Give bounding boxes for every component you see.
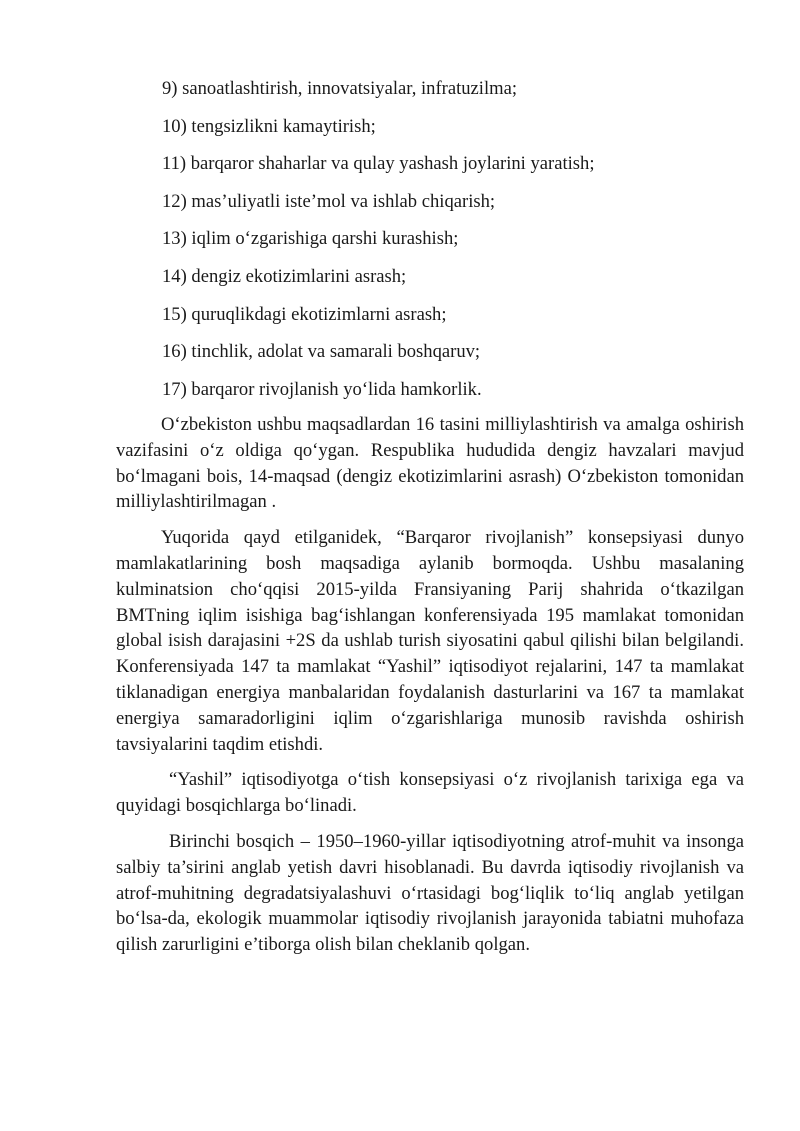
paragraph: Yuqorida qayd etilganidek, “Barqaror rivojlanish” konsepsiyasi dunyo mamlakatlarining bosh maqsadiga aylanib bormoqda. Ushbu masalaning kulminatsion cho‘qqisi 2015-yilda Fransiyaning Parij shahrida o‘tkazilgan BMTning iqlim isishiga bag‘ishlangan konferensiyada 195 mamlakat tomonidan global isish darajasini +2S da ushlab turish siyosatini qabul qilishi bilan belgilandi. Konferensiyada 147 ta mamlakat “Yashil” iqtisodiyot rejalarini, 147 ta mamlakat tiklanadigan energiya manbalaridan foydalanish dasturlarini va 167 ta mamlakat energiya samaradorligini iqlim o‘zgarishlariga munosib ravishda oshirish tavsiyalarini taqdim etishdi. xyxy=(116,527,744,755)
list-item: 10) tengsizlikni kamaytirish; xyxy=(162,115,376,137)
list-item: 16) tinchlik, adolat va samarali boshqaruv; xyxy=(162,341,481,363)
body-text xyxy=(116,412,744,958)
list-item: 11) barqaror shaharlar va qulay yashash joylarini yaratish; xyxy=(162,153,595,175)
list-item: 17) barqaror rivojlanish yo‘lida hamkorlik. xyxy=(162,378,482,400)
list-item: 15) quruqlikdagi ekotizimlarni asrash; xyxy=(162,303,447,325)
list-item: 14) dengiz ekotizimlarini asrash; xyxy=(162,265,407,287)
list-item: 12) mas’uliyatli iste’mol va ishlab chiqarish; xyxy=(162,190,496,212)
paragraph: Birinchi bosqich – 1950–1960-yillar iqtisodiyotning atrof-muhit va insonga salbiy ta’sirini anglab yetish davri hisoblanadi. Bu davrda iqtisodiy rivojlanish va atrof-muhitning degradatsiyalashuvi o‘rtasidagi bog‘liqlik to‘liq anglab yetilgan bo‘lsa-da, ekologik muammolar iqtisodiy rivojlanish jarayonida tabiatni muhofaza qilish zarurligini e’tiborga olish bilan cheklanib qolgan. xyxy=(116,830,744,956)
paragraph: “Yashil” iqtisodiyotga o‘tish konsepsiyasi o‘z rivojlanish tarixiga ega va quyidagi bosqichlarga bo‘linadi. xyxy=(116,769,744,817)
list-item: 13) iqlim o‘zgarishiga qarshi kurashish; xyxy=(162,228,459,250)
paragraph: O‘zbekiston ushbu maqsadlardan 16 tasini milliylashtirish va amalga oshirish vazifasini o‘z oldiga qo‘ygan. Respublika hududida dengiz havzalari mavjud bo‘lmagani bois, 14-maqsad (dengiz ekotizimlarini asrash) O‘zbekiston tomonidan milliylashtirilmagan . xyxy=(116,414,744,513)
list-item: 9) sanoatlashtirish, innovatsiyalar, infratuzilma; xyxy=(162,78,518,99)
goals-list xyxy=(162,74,762,412)
